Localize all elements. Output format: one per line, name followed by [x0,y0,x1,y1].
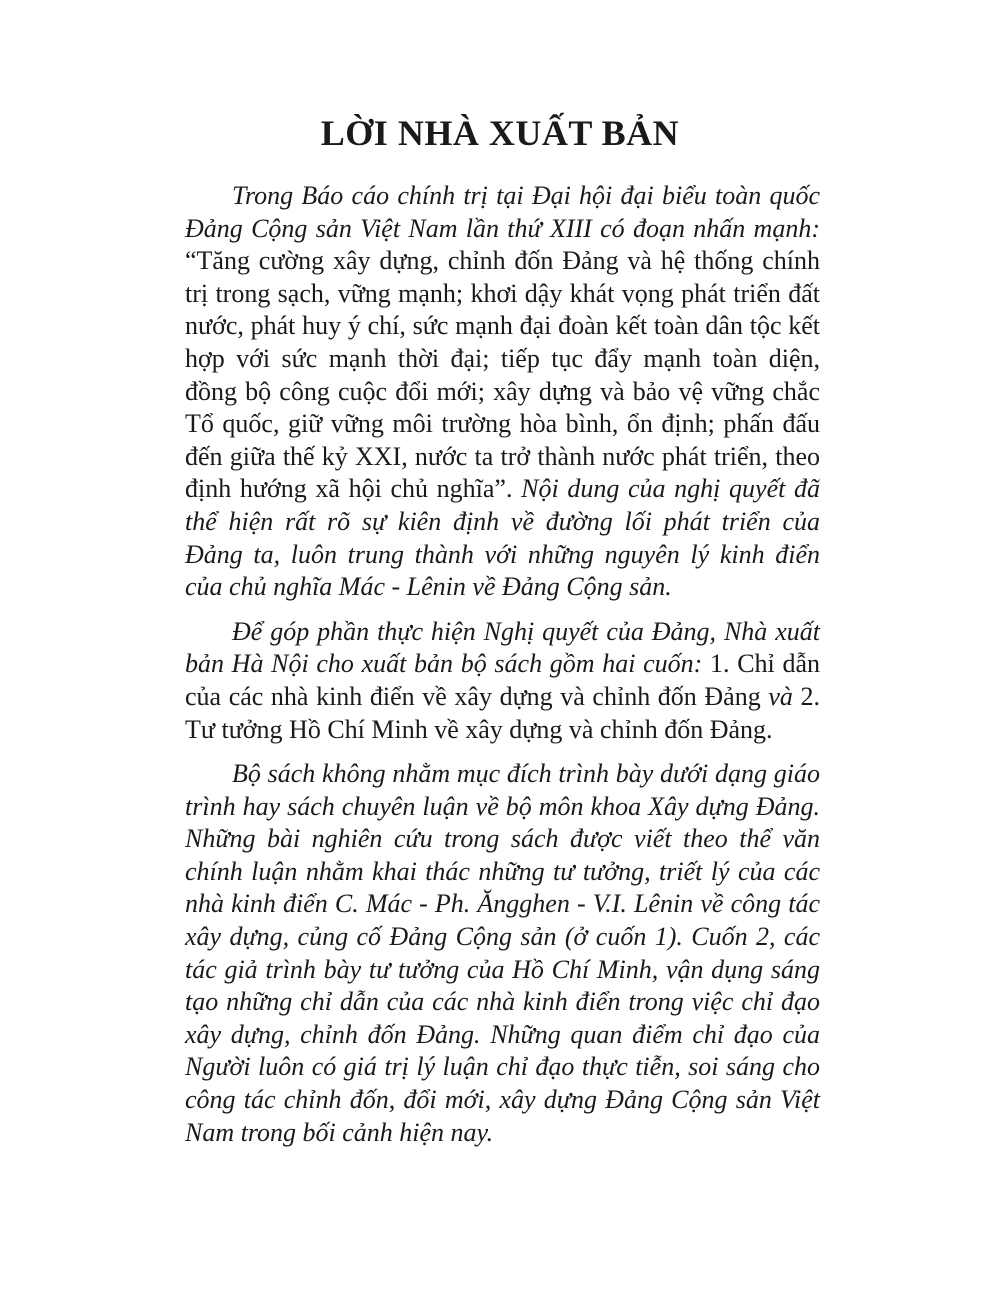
text-segment: 1. Chỉ dẫn của các nhà kinh điển về xây dựng và chỉnh đốn Đảng [185,649,820,711]
page-title: LỜI NHÀ XUẤT BẢN [320,113,680,153]
paragraph-1 [185,180,820,604]
text-segment: Nội dung của nghị quyết đã thể hiện rất rõ sự kiên định về đường lối phát triển của Đảng ta, luôn trung thành với những nguyên lý kinh điển của chủ nghĩa Mác - Lênin về Đảng Cộng sản. [185,474,821,602]
text-segment: Để góp phần thực hiện Nghị quyết của Đảng, Nhà xuất bản Hà Nội cho xuất bản bộ sách gồm hai cuốn: [185,616,820,679]
text-segment: và [760,681,793,711]
paragraph-2 [185,616,820,746]
paragraph-3 [185,758,820,1149]
text-segment: “Tăng cường xây dựng, chỉnh đốn Đảng và hệ thống chính trị trong sạch, vững mạnh; khơi dậy khát vọng phát triển đất nước, phát huy ý chí, sức mạnh đại đoàn kết toàn dân tộc kết hợp với sức mạnh thời đại; tiếp tục đẩy mạnh toàn diện, đồng bộ công cuộc đổi mới; xây dựng và bảo vệ vững chắc Tổ quốc, giữ vững môi trường hòa bình, ổn định; phấn đấu đến giữa thế kỷ XXI, nước ta trở thành nước phát triển, theo định hướng xã hội chủ nghĩa”. [185,246,820,504]
text-segment: 2. Tư tưởng Hồ Chí Minh về xây dựng và chỉnh đốn Đảng. [185,681,820,744]
text-segment: Bộ sách không nhằm mục đích trình bày dưới dạng giáo trình hay sách chuyên luận về bộ môn khoa Xây dựng Đảng. Những bài nghiên cứu trong sách được viết theo thể văn chính luận nhằm khai thác những tư tưởng, triết lý của các nhà kinh điển C. Mác - Ph. Ăngghen - V.I. Lênin về công tác xây dựng, củng cố Đảng Cộng sản (ở cuốn 1). Cuốn 2, các tác giả trình bày tư tưởng của Hồ Chí Minh, vận dụng sáng tạo những chỉ dẫn của các nhà kinh điển trong việc chỉ đạo xây dựng, chỉnh đốn Đảng. Những quan điểm chỉ đạo của Người luôn có giá trị lý luận chỉ đạo thực tiễn, soi sáng cho công tác chỉnh đốn, đổi mới, xây dựng Đảng Cộng sản Việt Nam trong bối cảnh hiện nay. [185,759,820,1147]
text-segment: Trong Báo cáo chính trị tại Đại hội đại biểu toàn quốc Đảng Cộng sản Việt Nam lần thứ XIII có đoạn nhấn mạnh: [185,181,820,243]
preface-body [185,180,820,1161]
